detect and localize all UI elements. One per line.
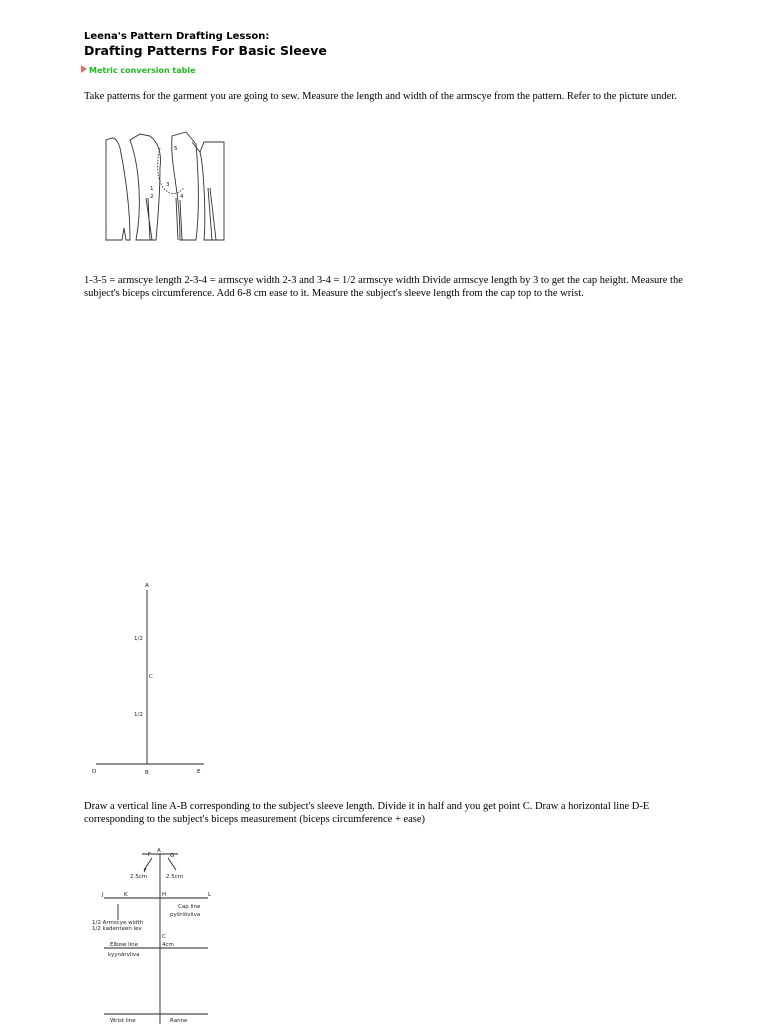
fig2-label-c: C	[149, 674, 153, 680]
fig2-label-half-top: 1/2	[134, 636, 143, 642]
fig2-label-d: D	[92, 769, 97, 775]
fig3-label-j: J	[102, 892, 104, 898]
fig3-label-half-armscye-en: 1/2 Armscye width	[92, 920, 144, 926]
fig3-label-f: F	[148, 852, 152, 858]
fig3-label-h: H	[162, 892, 167, 898]
fig3-label-g-offset: 2.5cm	[166, 874, 184, 880]
arrow-right-icon	[81, 65, 87, 73]
fig1-label-1: 1	[150, 186, 154, 192]
fig3-label-4cm: 4cm	[162, 942, 174, 948]
lesson-label: Leena's Pattern Drafting Lesson:	[84, 31, 270, 42]
fig3-label-cap-line-fi: pyöriöviiva	[170, 912, 201, 918]
fig1-label-5: 5	[174, 146, 178, 152]
metric-conversion-label: Metric conversion table	[89, 66, 196, 75]
metric-conversion-link[interactable]	[81, 66, 196, 75]
fig3-label-cap-line-en: Cap line	[178, 904, 201, 910]
fig3-label-elbow-line-fi: kyynärviiva	[108, 952, 140, 958]
fig3-label-k: K	[124, 892, 128, 898]
fig3-label-elbow-line-en: Elbow line	[110, 942, 139, 948]
fig3-label-g: G	[170, 853, 175, 859]
intro-paragraph: Take patterns for the garment you are going to sew. Measure the length and width of the armscye from the pattern. Refer to the picture under.	[84, 91, 677, 102]
fig1-label-4: 4	[180, 194, 184, 200]
vertical-line-paragraph: Draw a vertical line A-B corresponding to the subject's sleeve length. Divide it in half and you get point C. Draw a horizontal line D-E corresponding to the subject's biceps measurement (biceps circumference + ease)	[84, 801, 650, 825]
fig2-label-a: A	[145, 583, 149, 589]
sleeve-draft-figure	[90, 842, 225, 1024]
fig3-label-a: A	[157, 848, 161, 854]
fig3-label-f-offset: 2.5cm	[130, 874, 148, 880]
fig3-label-l: L	[208, 892, 212, 898]
bodice-pattern-figure	[100, 128, 230, 246]
fig2-label-b: B	[145, 770, 149, 776]
fig2-label-e: E	[197, 769, 201, 775]
fig3-label-c: C	[162, 934, 166, 940]
fig1-label-3: 3	[166, 182, 170, 188]
fig3-label-half-armscye-fi: 1/2 kadenteen lev	[92, 926, 142, 932]
fig3-label-wrist-line-en: Wrist line	[110, 1018, 136, 1024]
fig2-label-half-bottom: 1/2	[134, 712, 143, 718]
page-title: Drafting Patterns For Basic Sleeve	[84, 43, 327, 58]
fig3-label-wrist-line-fi: Ranne	[170, 1018, 188, 1024]
vertical-line-figure	[88, 578, 213, 778]
armscye-paragraph: 1-3-5 = armscye length 2-3-4 = armscye width 2-3 and 3-4 = 1/2 armscye width Divide armscye length by 3 to get the cap height. Measure the subject's biceps circumference. Add 6-8 cm ease to it. Measure the subject's sleeve length from the cap top to the wrist.	[84, 275, 683, 299]
fig1-label-2: 2	[150, 194, 154, 200]
